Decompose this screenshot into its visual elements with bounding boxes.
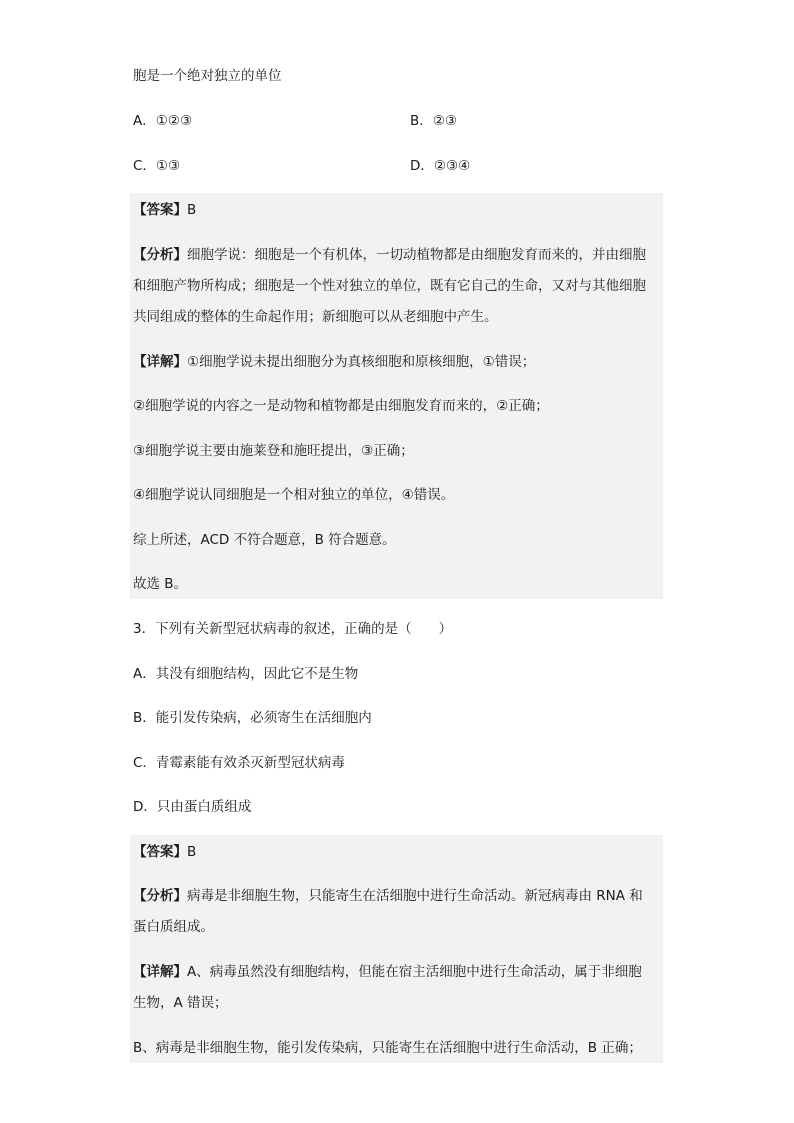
option-d: D．②③④ — [410, 158, 471, 174]
q3-analysis-text: 病毒是非细胞生物，只能寄生在活细胞中进行生命活动。新冠病毒由 RNA 和 — [187, 888, 643, 904]
detail-line-1 — [133, 352, 535, 372]
detail-line-4: ④细胞学说认同细胞是一个相对独立的单位，④错误。 — [133, 487, 455, 503]
detail-line-6: 故选 B。 — [133, 576, 188, 592]
q3-answer-tag: 【答案】 — [133, 844, 187, 860]
q3-answer-line — [133, 842, 196, 862]
detail-line-5: 综上所述，ACD 不符合题意，B 符合题意。 — [133, 532, 396, 548]
q3-option-b: B．能引发传染病，必须寄生在活细胞内 — [133, 710, 372, 726]
q3-option-d: D．只由蛋白质组成 — [133, 799, 252, 815]
q3-detail-tag: 【详解】 — [133, 964, 187, 980]
answer-tag: 【答案】 — [133, 202, 187, 218]
option-c: C．①③ — [133, 158, 181, 174]
analysis-line-3: 共同组成的整体的生命起作用；新细胞可以从老细胞中产生。 — [133, 309, 498, 325]
q3-detail-text: A、病毒虽然没有细胞结构，但能在宿主活细胞中进行生命活动，属于非细胞 — [187, 964, 642, 980]
answer-value: B — [187, 202, 197, 218]
q3-solution-block — [130, 835, 663, 1063]
detail-tag: 【详解】 — [133, 354, 187, 370]
answer-line — [133, 200, 196, 220]
q3-analysis-tag: 【分析】 — [133, 888, 187, 904]
option-a: A．①②③ — [133, 113, 193, 129]
q3-option-c: C．青霉素能有效杀灭新型冠状病毒 — [133, 755, 345, 771]
q3-analysis-line-2: 蛋白质组成。 — [133, 919, 214, 935]
detail-text: ①细胞学说未提出细胞分为真核细胞和原核细胞，①错误； — [187, 354, 536, 370]
analysis-line-2: 和细胞产物所构成；细胞是一个性对独立的单位，既有它自己的生命，又对与其他细胞 — [133, 278, 646, 294]
analysis-text: 细胞学说：细胞是一个有机体，一切动植物都是由细胞发育而来的，并由细胞 — [187, 247, 646, 263]
analysis-line-1 — [133, 245, 646, 265]
question-text-continuation: 胞是一个绝对独立的单位 — [133, 68, 282, 84]
q3-answer-value: B — [187, 844, 197, 860]
q3-detail-line-3: B、病毒是非细胞生物，能引发传染病，只能寄生在活细胞中进行生命活动，B 正确； — [133, 1040, 642, 1056]
analysis-tag: 【分析】 — [133, 247, 187, 263]
question-3-stem: 3．下列有关新型冠状病毒的叙述，正确的是（ ） — [133, 621, 453, 637]
q3-detail-line-2: 生物，A 错误； — [133, 995, 228, 1011]
detail-line-3: ③细胞学说主要由施莱登和施旺提出，③正确； — [133, 443, 414, 459]
q3-option-a: A．其没有细胞结构，因此它不是生物 — [133, 666, 359, 682]
option-b: B．②③ — [410, 113, 457, 129]
q3-analysis-line-1 — [133, 886, 643, 906]
q3-detail-line-1 — [133, 962, 642, 982]
detail-line-2: ②细胞学说的内容之一是动物和植物都是由细胞发育而来的，②正确； — [133, 398, 549, 414]
